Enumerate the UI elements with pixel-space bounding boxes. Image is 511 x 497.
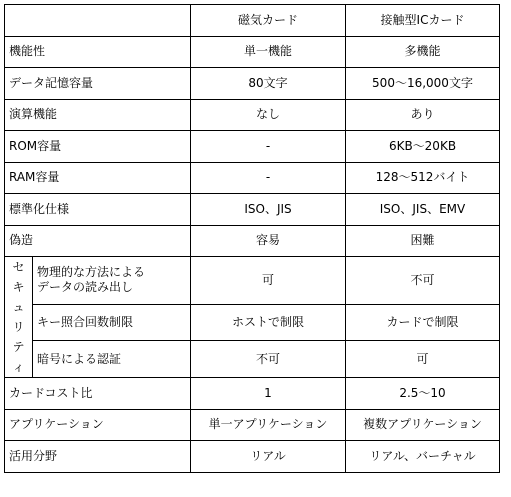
magnetic-value: ISO、JIS [191, 194, 346, 226]
row-label: 演算機能 [5, 99, 191, 131]
card-comparison-table [4, 4, 500, 473]
table-row [5, 304, 500, 341]
row-label: 活用分野 [5, 441, 191, 473]
ic-value: 複数アプリケーション [346, 409, 500, 441]
ic-value: 可 [346, 341, 500, 378]
row-label: ROM容量 [5, 131, 191, 163]
row-label: RAM容量 [5, 162, 191, 194]
table-row [5, 441, 500, 473]
ic-value: ISO、JIS、EMV [346, 194, 500, 226]
table-row [5, 378, 500, 410]
row-label: 標準化仕様 [5, 194, 191, 226]
table-row [5, 194, 500, 226]
magnetic-value: - [191, 162, 346, 194]
magnetic-value: 容易 [191, 225, 346, 257]
ic-value: リアル、バーチャル [346, 441, 500, 473]
row-label: データ記憶容量 [5, 68, 191, 100]
security-char: ュ [12, 300, 25, 314]
row-label: 偽造 [5, 225, 191, 257]
ic-value: あり [346, 99, 500, 131]
security-char: テ [12, 340, 25, 354]
security-group-label [5, 257, 33, 378]
magnetic-value: なし [191, 99, 346, 131]
magnetic-value: - [191, 131, 346, 163]
table-row [5, 409, 500, 441]
row-label: カードコスト比 [5, 378, 191, 410]
ic-value: 困難 [346, 225, 500, 257]
header-blank-cell [5, 5, 191, 37]
row-label: 暗号による認証 [33, 341, 191, 378]
security-vertical-text [12, 257, 26, 377]
magnetic-value: 1 [191, 378, 346, 410]
ic-value: 6KB～20KB [346, 131, 500, 163]
table-row [5, 36, 500, 68]
comparison-table-container [4, 4, 500, 473]
security-char: ィ [12, 360, 25, 374]
table-row [5, 68, 500, 100]
ic-value: 500～16,000文字 [346, 68, 500, 100]
table-row [5, 162, 500, 194]
row-label-line: データの読み出し [37, 280, 134, 295]
magnetic-value: 単一アプリケーション [191, 409, 346, 441]
security-char: リ [12, 320, 25, 334]
header-magnetic-card: 磁気カード [191, 5, 346, 37]
row-label: キー照合回数制限 [33, 304, 191, 341]
security-char: キ [12, 280, 25, 294]
magnetic-value: 80文字 [191, 68, 346, 100]
row-label: 機能性 [5, 36, 191, 68]
magnetic-value: 不可 [191, 341, 346, 378]
ic-value: 多機能 [346, 36, 500, 68]
ic-value: 2.5～10 [346, 378, 500, 410]
header-contact-ic-card: 接触型ICカード [346, 5, 500, 37]
table-row [5, 341, 500, 378]
table-row [5, 225, 500, 257]
table-row [5, 99, 500, 131]
row-label: アプリケーション [5, 409, 191, 441]
magnetic-value: 単一機能 [191, 36, 346, 68]
ic-value: 不可 [346, 257, 500, 305]
header-row [5, 5, 500, 37]
table-row [5, 257, 500, 305]
ic-value: 128～512バイト [346, 162, 500, 194]
table-row [5, 131, 500, 163]
row-label-line: 物理的な方法による [37, 265, 146, 280]
magnetic-value: リアル [191, 441, 346, 473]
security-char: セ [12, 260, 25, 274]
ic-value: カードで制限 [346, 304, 500, 341]
magnetic-value: ホストで制限 [191, 304, 346, 341]
magnetic-value: 可 [191, 257, 346, 305]
row-label [33, 257, 191, 305]
